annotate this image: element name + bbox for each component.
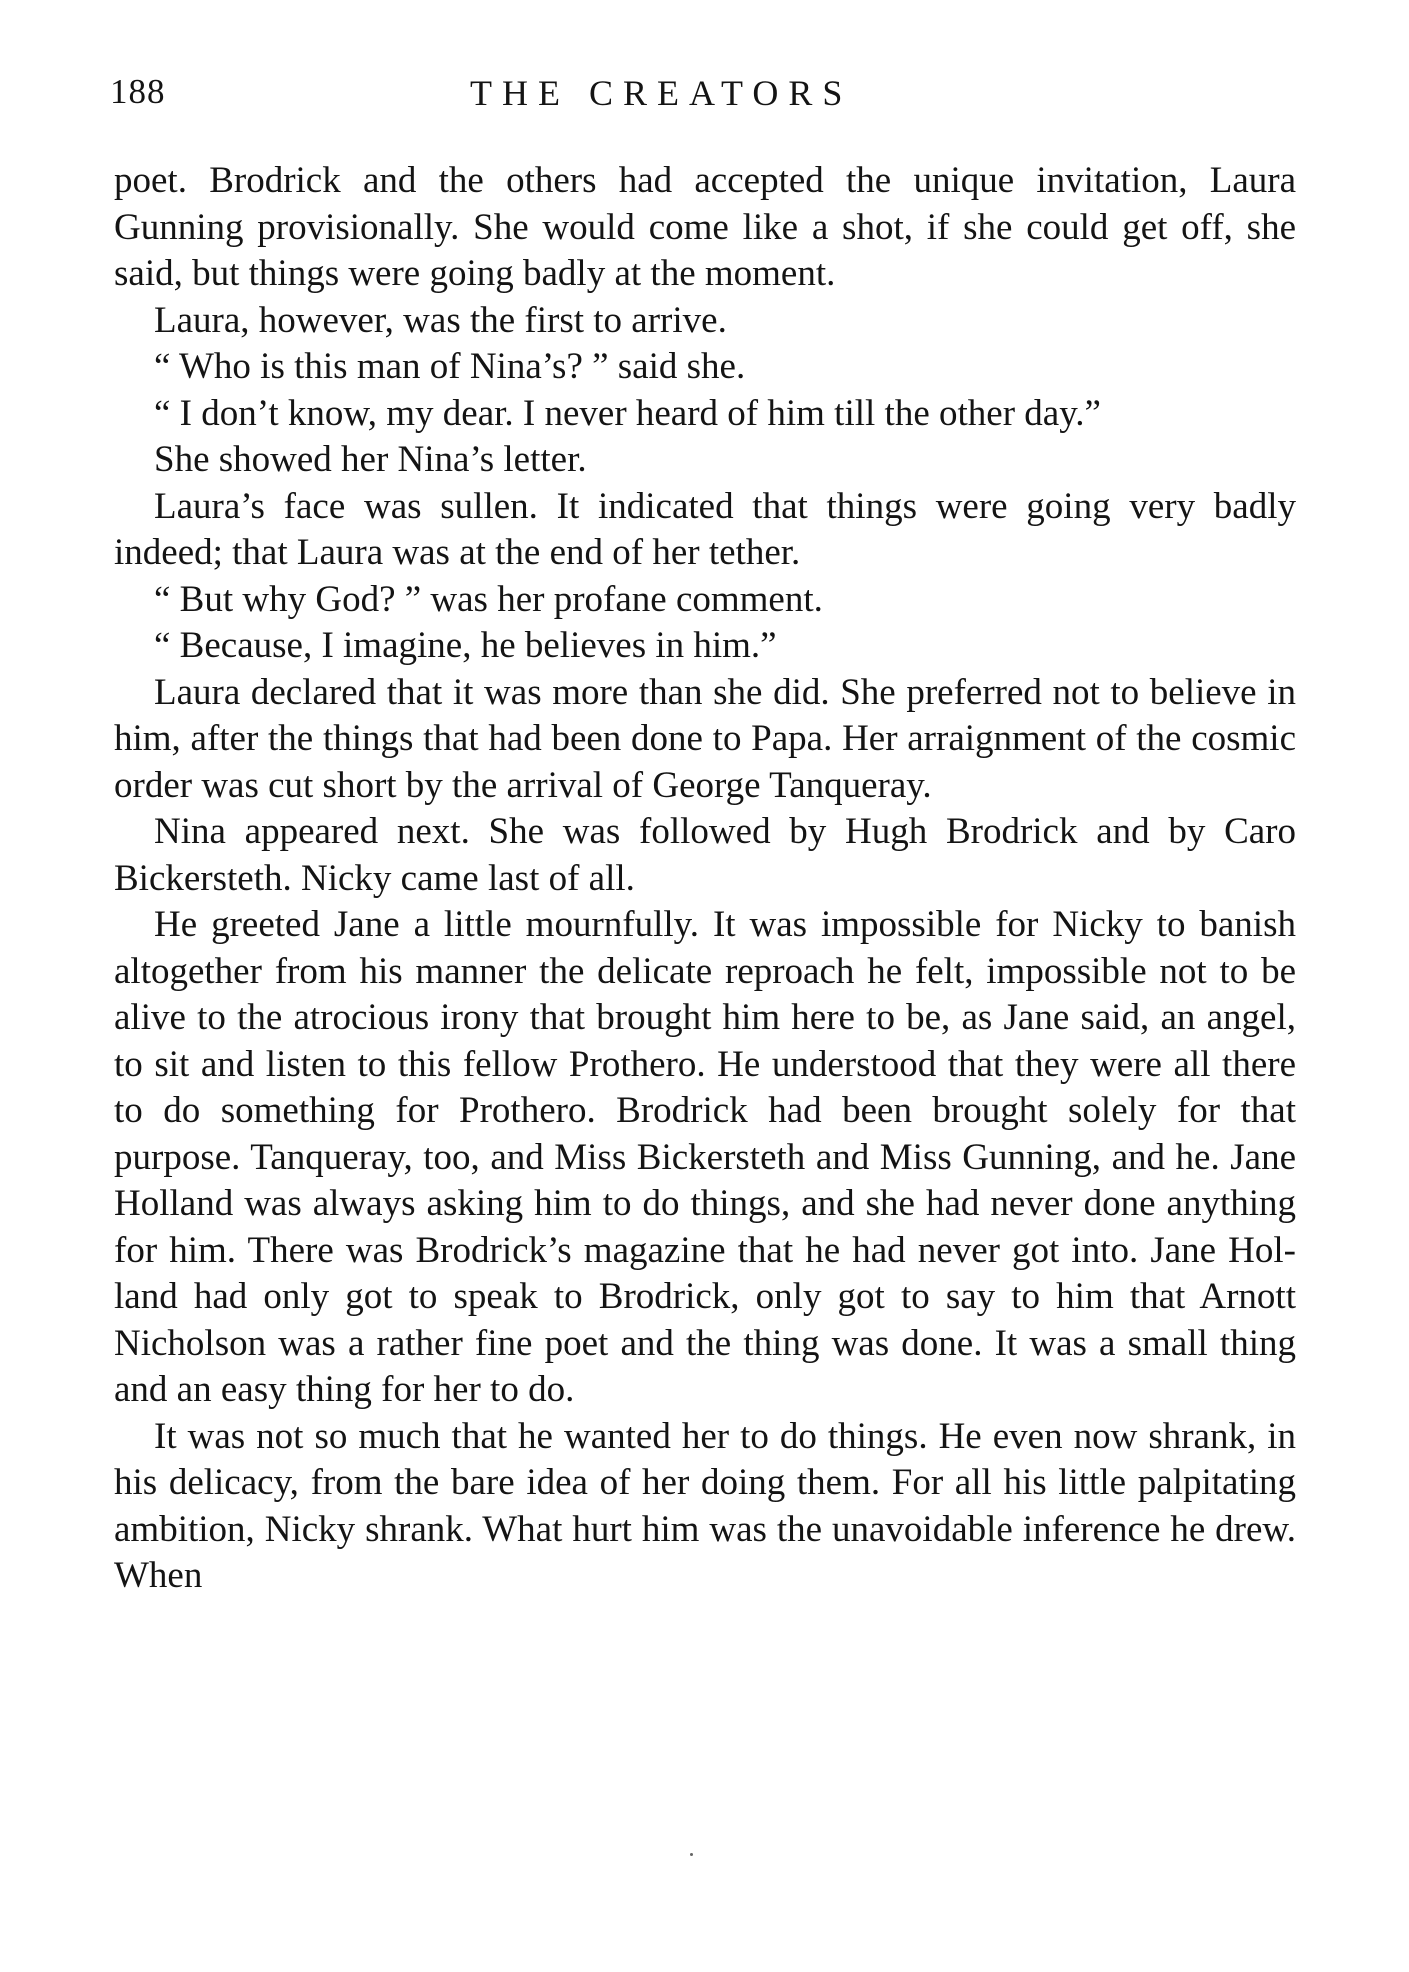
paragraph: poet. Brodrick and the others had accepted the unique invitation, Laura Gunning provisionally. She would come like a shot, if she could get off, she said, but things were going badly at the moment. <box>114 160 1296 294</box>
running-title: THE CREATORS <box>470 73 853 113</box>
body-text <box>114 158 1296 1600</box>
paragraph: She showed her Nina’s letter. <box>154 439 587 480</box>
paragraph: “ Who is this man of Nina’s? ” said she. <box>154 346 746 387</box>
paragraph: “ But why God? ” was her profane comment. <box>154 578 823 620</box>
paragraph: Nina appeared next. She was followed by Hugh Brodrick and by Caro Bickersteth. Nicky came last of all. <box>114 811 1296 899</box>
paragraph: Laura declared that it was more than she did. She preferred not to believe in him, after the things that had been done to Papa. Her arraignment of the cosmic order was cut short by the arrival of George Tanqueray. <box>114 671 1296 806</box>
paragraph: Laura’s face was sullen. It indicated that things were going very badly indeed; that Laura was at the end of her tether. <box>114 485 1296 573</box>
paragraph: It was not so much that he wanted her to do things. He even now shrank, in his delicacy, from the bare idea of her doing them. For all his little palpitating ambition, Nicky shrank. What hurt him was the unavoidable inference he drew. When <box>114 1415 1296 1596</box>
paragraph: Laura, however, was the first to arrive. <box>154 299 727 341</box>
page-header <box>110 72 1310 132</box>
paragraph: “ I don’t know, my dear. I never heard of him till the other day.” <box>154 392 1101 434</box>
page-number: 188 <box>110 72 166 111</box>
paragraph: “ Because, I imagine, he believes in him.” <box>154 625 777 666</box>
paragraph: He greeted Jane a little mournfully. It was impossible for Nicky to banish altogether from his manner the delicate reproach he felt, impossible not to be alive to the atrocious irony that brought him here to be, as Jane said, an angel, to sit and listen to this fellow Prothero. He understood that they were all there to do something for Prothero. Brodrick had been brought solely for that purpose. Tanqueray, too, and Miss Bickersteth and Miss Gunning, and he. Jane Holland was always asking him to do things, and she had never done anything for him. There was Brodrick’s magazine that he had never got into. Jane Holland had only got to speak to Brodrick, only got to say to him that Arnott Nicholson was a rather fine poet and the thing was done. It was a small thing and an easy thing for her to do. <box>114 904 1296 1410</box>
print-speck <box>690 1853 693 1856</box>
